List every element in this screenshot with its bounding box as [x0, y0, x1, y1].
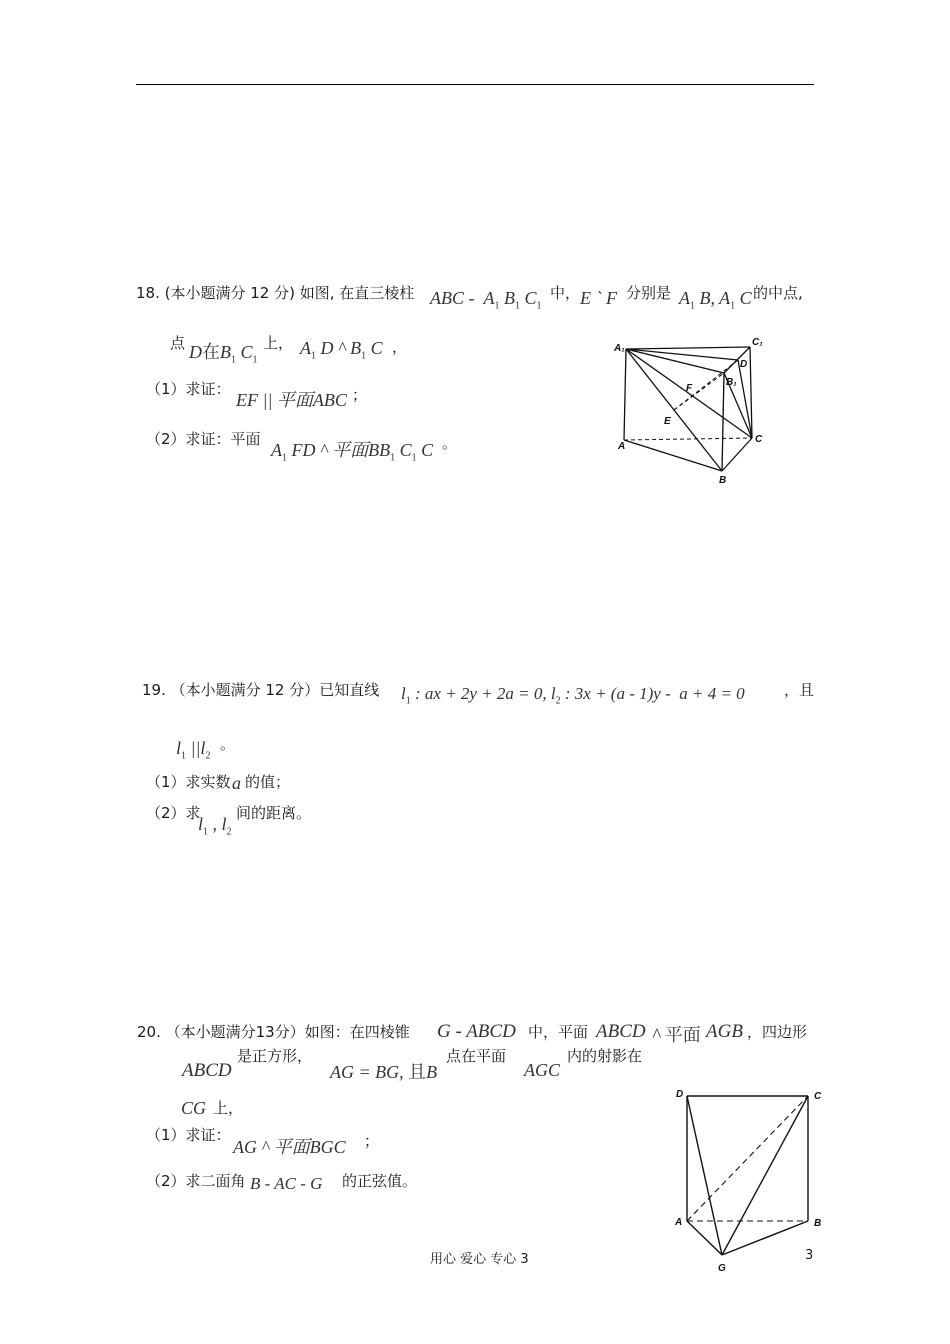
q20-header: 20. （本小题满分13分）如图：在四棱锥 [137, 1023, 410, 1041]
fig18-label-C1: C₁ [752, 337, 763, 348]
q18-ef: E ` F [580, 288, 617, 308]
q20-part1-expr: AG ^ 平面BGC [233, 1137, 346, 1157]
q18-part2-label: （2）求证：平面 [146, 430, 261, 448]
q18-text: 上， [263, 334, 294, 352]
fig18-label-D: D [740, 359, 748, 370]
q19-part2-pre: （2）求 [146, 804, 201, 822]
q20-part2-expr: B - AC - G [250, 1174, 323, 1193]
q20-perp: ^ 平面 [652, 1025, 701, 1046]
q19-text: ，且 [784, 681, 815, 699]
fig18-label-B1: B₁ [726, 377, 737, 388]
q19-part2-post: 间的距离。 [236, 804, 312, 822]
fig18-label-A1: A₁ [614, 343, 625, 354]
q19-parallel: $l_1$ $||l_2$ [176, 738, 211, 762]
fig20-label-A: A [675, 1217, 683, 1228]
q18-text: 点 [170, 334, 186, 352]
q20-agc: AGC [524, 1060, 560, 1080]
fig18-label-A: A [618, 441, 626, 452]
q20-cg: CG [181, 1098, 207, 1118]
q20-part1-label: （1）求证： [146, 1126, 231, 1144]
q19-part2-vars: $l_1$ , $l_2$ [198, 814, 232, 838]
q19-equation: $l_1$ : ax + 2y + 2a = 0, $l_2$ : 3x + (a - 1)y - a + 4 = 0 [401, 684, 745, 707]
fig18-label-B: B [719, 475, 727, 486]
q18-segs: $A_1$ B, $A_1$ C [679, 288, 752, 312]
q20-agb: AGB [706, 1021, 743, 1042]
q19-text: 。 [220, 735, 236, 753]
q18-text: 中， [550, 284, 581, 302]
q20-eq: AG = BG, 且B [330, 1062, 438, 1082]
q19-header: 19. （本小题满分 12 分）已知直线 [142, 681, 380, 699]
q18-dpos: D在$B_1$ $C_1$ [189, 342, 258, 366]
q18-perp: $A_1$ D ^ $B_1$ C [300, 338, 383, 362]
q20-text: 内的射影在 [567, 1047, 643, 1065]
q20-abcd2: ABCD [182, 1060, 232, 1081]
q20-text: ； [364, 1132, 380, 1150]
fig18-label-F: F [686, 383, 693, 394]
q18-part1-label: （1）求证： [146, 380, 231, 398]
q18-text: 分别是 [626, 284, 672, 302]
q18-text: 的中点, [753, 284, 803, 302]
fig20-label-B: B [814, 1218, 822, 1229]
q18-text: ； [352, 386, 368, 404]
q20-text: 是正方形， [237, 1047, 313, 1065]
q20-part2-post: 的正弦值。 [342, 1172, 418, 1190]
q18-text: ， [392, 338, 408, 356]
q20-text: 中，平面 [528, 1023, 589, 1041]
q20-abcd: ABCD [596, 1021, 646, 1042]
q20-part2-label: （2）求二面角 [146, 1172, 246, 1190]
q20-pyramid: G - ABCD [437, 1021, 516, 1042]
q18-prism: ABC - $A_1$ $B_1$ $C_1$ [430, 288, 542, 312]
fig18-label-C: C [755, 434, 763, 445]
fig18-label-E: E [664, 416, 671, 427]
fig20-label-G: G [718, 1263, 726, 1274]
q19-part1-post: 的值； [245, 773, 291, 791]
footer-center-text: 用心 爱心 专心 3 [430, 1252, 529, 1267]
q18-part1-expr: EF || 平面ABC [236, 390, 347, 410]
q20-text: ，四边形 [747, 1023, 808, 1041]
q20-pyramid-figure [670, 1085, 845, 1275]
header-rule [136, 84, 814, 85]
q20-text: 点在平面 [446, 1047, 507, 1065]
q18-header: 18. (本小题满分 12 分) 如图, 在直三棱柱 [136, 284, 415, 302]
q20-text: 上， [213, 1099, 244, 1117]
q18-prism-figure [600, 335, 780, 490]
q19-part1-pre: （1）求实数 [146, 773, 231, 791]
q18-text: 。 [442, 434, 458, 452]
q19-part1-var: a [232, 773, 241, 793]
fig20-label-D: D [676, 1089, 684, 1100]
page-number: 3 [805, 1248, 814, 1263]
q18-part2-expr: $A_1$ FD ^ 平面$BB_1$ $C_1$ C [271, 440, 434, 464]
fig20-label-C: C [814, 1091, 822, 1102]
